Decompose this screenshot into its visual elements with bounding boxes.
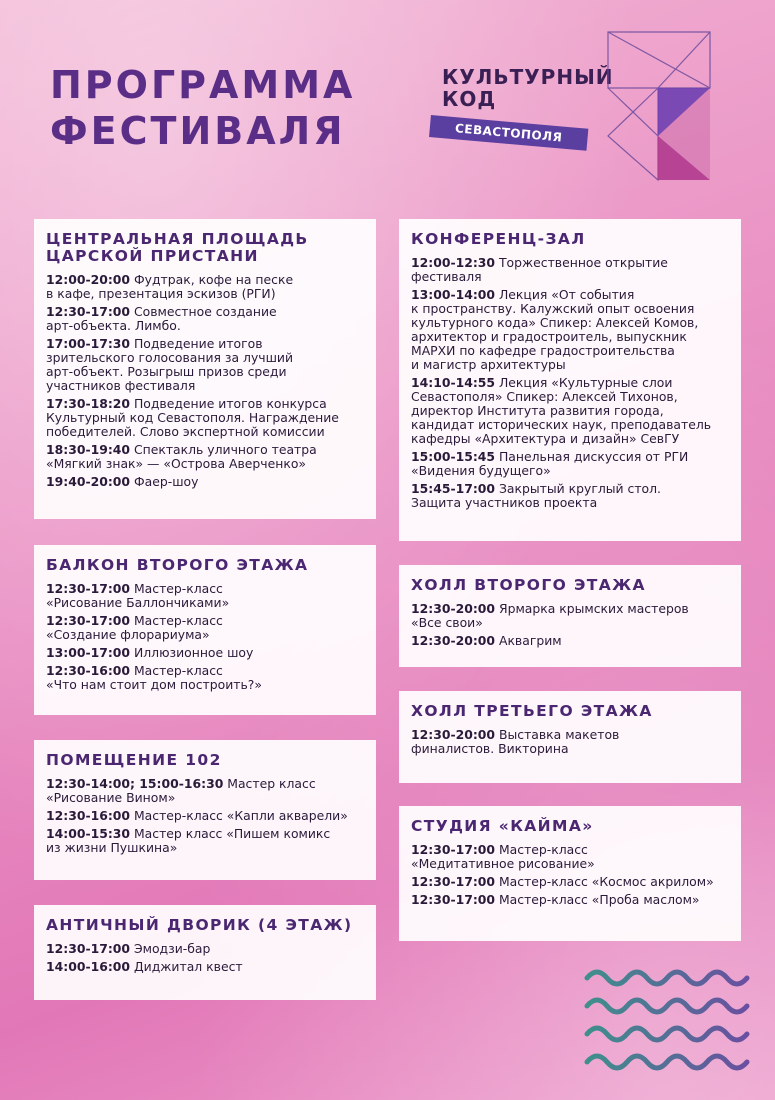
entry-time: 12:30-17:00	[46, 304, 131, 319]
schedule-entry	[411, 602, 729, 630]
entry-description: Выставка макетов финалистов. Викторина	[411, 727, 620, 756]
schedule-entry	[46, 443, 364, 471]
entry-time: 12:00-20:00	[46, 272, 131, 287]
schedule-entry	[411, 450, 729, 478]
section-third-floor-hall	[399, 691, 741, 783]
entry-description: Панельная дискуссия от РГИ «Видения будущего»	[411, 449, 689, 478]
entry-time: 13:00-14:00	[411, 287, 496, 302]
schedule-entry	[46, 582, 364, 610]
schedule-entry	[411, 875, 729, 889]
schedule-entry	[411, 893, 729, 907]
entry-time: 18:30-19:40	[46, 442, 131, 457]
logo-band: СЕВАСТОПОЛЯ	[429, 115, 588, 151]
entry-time: 12:00-12:30	[411, 255, 496, 270]
entry-time: 15:00-15:45	[411, 449, 496, 464]
logo-geometric-icon	[598, 28, 718, 188]
section-title: ХОЛЛ ТРЕТЬЕГО ЭТАЖА	[411, 702, 653, 720]
entry-time: 17:30-18:20	[46, 396, 131, 411]
schedule-entry	[46, 273, 364, 301]
section-second-floor-balcony	[34, 545, 376, 715]
schedule-entry	[46, 305, 364, 333]
schedule-entry	[411, 843, 729, 871]
schedule-entry	[411, 288, 729, 372]
schedule-entry	[46, 614, 364, 642]
entry-description: Мастер-класс «Создание флорариума»	[46, 613, 223, 642]
entry-time: 12:30-20:00	[411, 727, 496, 742]
logo-text	[442, 66, 614, 110]
schedule-entry	[46, 942, 364, 956]
wave-decoration-icon	[582, 960, 757, 1085]
entry-description: Фудтрак, кофе на песке в кафе, презентация эскизов (РГИ)	[46, 272, 294, 301]
schedule-entry	[46, 809, 364, 823]
schedule-entry	[46, 475, 364, 489]
entry-time: 12:30-16:00	[46, 808, 131, 823]
entry-description: Торжественное открытие фестиваля	[411, 255, 668, 284]
schedule-entry	[46, 960, 364, 974]
entry-time: 12:30-14:00; 15:00-16:30	[46, 776, 224, 791]
entry-description: Мастер-класс «Проба маслом»	[495, 892, 700, 907]
entry-time: 12:30-17:00	[411, 892, 496, 907]
entry-description: Мастер класс «Рисование Вином»	[46, 776, 316, 805]
entry-description: Лекция «Культурные слои Севастополя» Спикер: Алексей Тихонов, директор Института развития города, кандидат исторических наук, преподаватель кафедры «Архитектура и дизайн» СевГУ	[411, 375, 712, 446]
logo-line-1: КУЛЬТУРНЫЙ	[442, 65, 614, 89]
entry-time: 12:30-17:00	[46, 581, 131, 596]
section-title: ПОМЕЩЕНИЕ 102	[46, 751, 222, 769]
entry-time: 14:10-14:55	[411, 375, 496, 390]
section-title: АНТИЧНЫЙ ДВОРИК (4 ЭТАЖ)	[46, 916, 353, 934]
entry-description: Подведение итогов конкурса Культурный код Севастополя. Награждение победителей. Слово экспертной комиссии	[46, 396, 339, 439]
entry-description: Мастер-класс «Капли акварели»	[130, 808, 348, 823]
entry-time: 12:30-20:00	[411, 633, 496, 648]
entry-description: Фаер-шоу	[130, 474, 199, 489]
entry-description: Закрытый круглый стол. Защита участников проекта	[411, 481, 661, 510]
section-title: ХОЛЛ ВТОРОГО ЭТАЖА	[411, 576, 646, 594]
schedule-entry	[46, 397, 364, 439]
title-line-1: ПРОГРАММА	[50, 63, 356, 107]
title-line-2: ФЕСТИВАЛЯ	[50, 109, 346, 153]
entry-description: Мастер класс «Пишем комикс из жизни Пушкина»	[46, 826, 331, 855]
entry-description: Аквагрим	[495, 633, 562, 648]
entry-time: 12:30-17:00	[411, 842, 496, 857]
entry-time: 17:00-17:30	[46, 336, 131, 351]
entry-description: Мастер-класс «Что нам стоит дом построить?»	[46, 663, 262, 692]
section-title: ЦЕНТРАЛЬНАЯ ПЛОЩАДЬ ЦАРСКОЙ ПРИСТАНИ	[46, 230, 309, 265]
entry-description: Мастер-класс «Медитативное рисование»	[411, 842, 595, 871]
section-conference-hall	[399, 219, 741, 541]
schedule-entry	[46, 827, 364, 855]
entry-description: Диджитал квест	[130, 959, 243, 974]
section-title: СТУДИЯ «КАЙМА»	[411, 817, 594, 835]
entry-description: Иллюзионное шоу	[130, 645, 254, 660]
entry-description: Подведение итогов зрительского голосования за лучший арт-объект. Розыгрыш призов среди участников фестиваля	[46, 336, 294, 393]
entry-time: 12:30-20:00	[411, 601, 496, 616]
section-room-102	[34, 740, 376, 880]
entry-time: 12:30-17:00	[46, 941, 131, 956]
section-second-floor-hall	[399, 565, 741, 667]
entry-time: 13:00-17:00	[46, 645, 131, 660]
schedule-entry	[46, 777, 364, 805]
section-antique-courtyard	[34, 905, 376, 1000]
logo-line-2: КОД	[442, 87, 497, 111]
entry-description: Лекция «От события к пространству. Калужский опыт освоения культурного кода» Спикер: Алексей Комов, архитектор и градостроитель, выпускник МАРХИ по кафедре градостроительства и магистр архитектуры	[411, 287, 699, 372]
section-studio-kayma	[399, 806, 741, 941]
entry-description: Эмодзи-бар	[130, 941, 211, 956]
entry-description: Мастер-класс «Рисование Баллончиками»	[46, 581, 230, 610]
schedule-entry	[411, 376, 729, 446]
section-title: БАЛКОН ВТОРОГО ЭТАЖА	[46, 556, 309, 574]
entry-time: 14:00-16:00	[46, 959, 131, 974]
entry-description: Спектакль уличного театра «Мягкий знак» — «Острова Аверченко»	[46, 442, 317, 471]
section-central-square	[34, 219, 376, 519]
entry-description: Ярмарка крымских мастеров «Все свои»	[411, 601, 689, 630]
schedule-entry	[411, 728, 729, 756]
page-title	[50, 62, 355, 154]
entry-time: 19:40-20:00	[46, 474, 131, 489]
entry-time: 12:30-17:00	[411, 874, 496, 889]
schedule-entry	[411, 482, 729, 510]
section-title: КОНФЕРЕНЦ-ЗАЛ	[411, 230, 586, 248]
schedule-entry	[46, 337, 364, 393]
entry-time: 12:30-17:00	[46, 613, 131, 628]
entry-description: Мастер-класс «Космос акрилом»	[495, 874, 714, 889]
schedule-entry	[46, 664, 364, 692]
entry-time: 12:30-16:00	[46, 663, 131, 678]
schedule-entry	[46, 646, 364, 660]
schedule-entry	[411, 634, 729, 648]
schedule-entry	[411, 256, 729, 284]
entry-time: 15:45-17:00	[411, 481, 496, 496]
entry-time: 14:00-15:30	[46, 826, 131, 841]
entry-description: Совместное создание арт-объекта. Лимбо.	[46, 304, 277, 333]
